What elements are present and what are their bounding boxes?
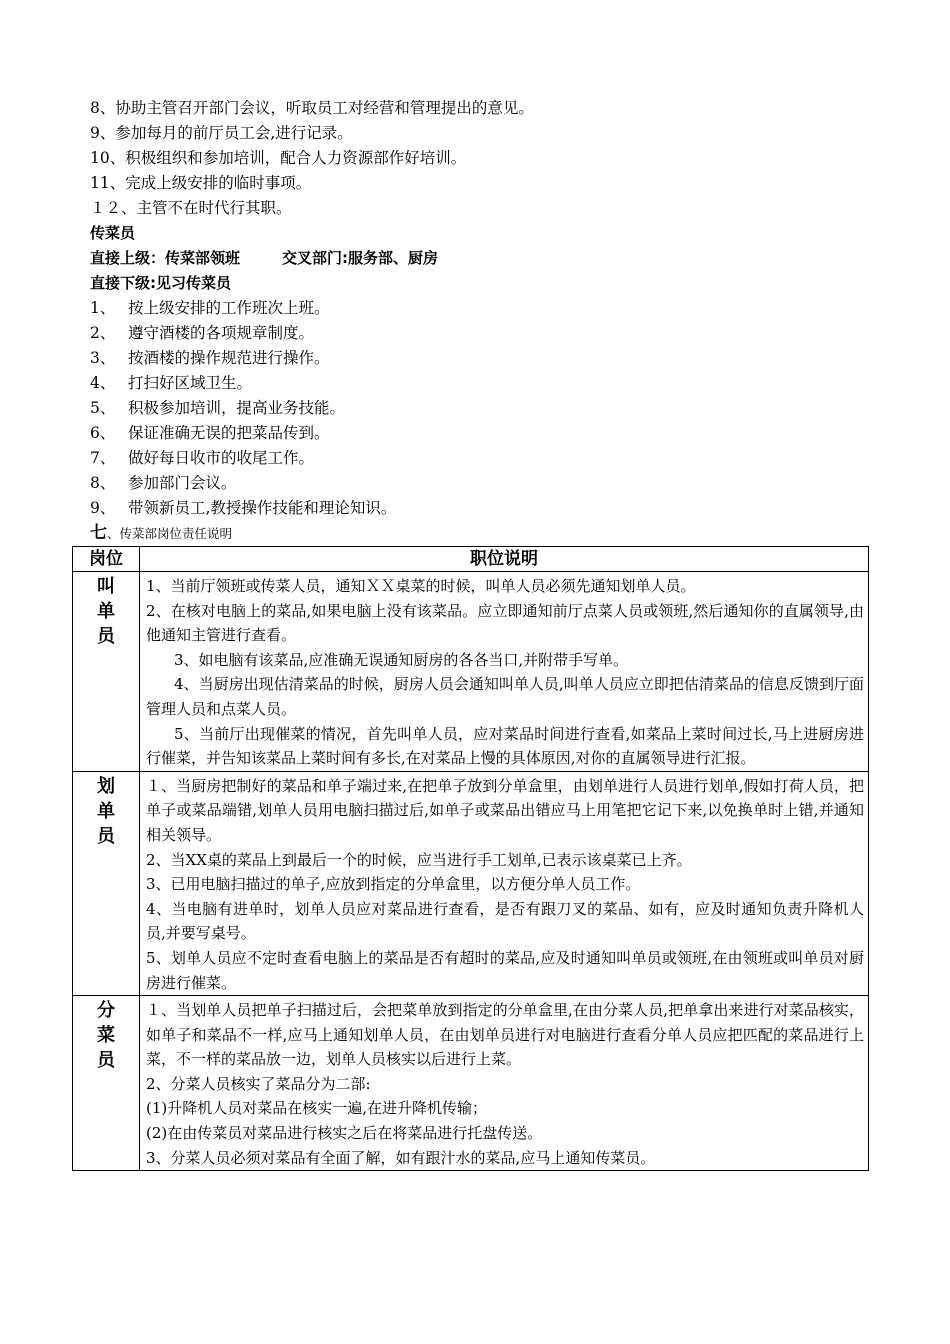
- role-char: 员: [97, 825, 115, 847]
- table-row: [73, 572, 869, 772]
- duty-item: [90, 446, 870, 471]
- section-7-number: 七: [90, 523, 107, 543]
- description-cell: [140, 771, 869, 995]
- duty-number: 7、: [90, 449, 116, 467]
- role-char: 分: [97, 1000, 115, 1022]
- duty-paragraph: (1)升降机人员对菜品在核实一遍,在进升降机传输；: [146, 1099, 488, 1118]
- header-role: 岗位: [73, 547, 140, 572]
- duty-number: 1、: [90, 299, 116, 317]
- role-char: 菜: [97, 1025, 115, 1047]
- duty-text: 按上级安排的工作班次上班。: [128, 299, 330, 317]
- list-item: 8、协助主管召开部门会议，听取员工对经营和管理提出的意见。: [90, 99, 534, 117]
- list-item: １２、主管不在时代行其职。: [90, 199, 292, 217]
- document-body: [90, 96, 870, 544]
- duty-number: 3、: [90, 349, 116, 367]
- table-row: [73, 996, 869, 1171]
- duty-text: 遵守酒楼的各项规章制度。: [128, 324, 315, 342]
- duty-paragraph: １、当厨房把制好的菜品和单子端过来,在把单子放到分单盒里，由划单进行人员进行划单,假如打荷人员，把单子或菜品端错,划单人员用电脑扫描过后,如单子或菜品出错应马上用笔把它记下来,以免换单时上错,并通知相关领导。: [146, 776, 864, 844]
- role-char: 叫: [97, 576, 115, 597]
- duty-paragraph: 3、如电脑有该菜品,应准确无误通知厨房的各各当口,并附带手写单。: [174, 650, 629, 669]
- duty-number: 4、: [90, 374, 116, 392]
- duty-paragraph: 1、当前厅领班或传菜人员，通知ＸＸ桌菜的时候，叫单人员必须先通知划单人员。: [146, 577, 696, 595]
- duty-paragraph: 3、已用电脑扫描过的单子,应放到指定的分单盒里，以方便分单人员工作。: [146, 875, 641, 894]
- list-item: 10、积极组织和参加培训，配合人力资源部作好培训。: [90, 149, 467, 167]
- duty-paragraph: 4、当厨房出现估清菜品的时候，厨房人员会通知叫单人员,叫单人员应立即把估清菜品的信息反馈到厅面管理人员和点菜人员。: [146, 675, 864, 718]
- duty-number: 5、: [90, 399, 116, 417]
- duty-text: 做好每日收市的收尾工作。: [128, 449, 315, 467]
- duty-paragraph: 3、分菜人员必须对菜品有全面了解，如有跟汁水的菜品,应马上通知传菜员。: [146, 1148, 656, 1167]
- duty-table: [72, 546, 869, 1171]
- duty-item: [90, 471, 870, 496]
- role-cell: [73, 771, 140, 995]
- duty-paragraph: 5、划单人员应不定时查看电脑上的菜品是否有超时的菜品,应及时通知叫单员或领班,在由领班或叫单员对厨房进行催菜。: [146, 948, 864, 992]
- duty-item: [90, 346, 870, 371]
- duty-number: 2、: [90, 324, 116, 342]
- duty-text: 参加部门会议。: [128, 474, 237, 492]
- duty-item: [90, 321, 870, 346]
- duty-paragraph: 2、当XX桌的菜品上到最后一个的时候，应当进行手工划单,已表示该桌菜已上齐。: [146, 850, 692, 869]
- duty-item: [90, 296, 870, 321]
- section-7-heading: [90, 523, 870, 544]
- role-char: 员: [97, 1050, 115, 1072]
- duty-number: 8、: [90, 474, 116, 492]
- duty-item: [90, 421, 870, 446]
- duty-text: 积极参加培训，提高业务技能。: [128, 399, 346, 417]
- duty-paragraph: 5、当前厅出现催菜的情况，首先叫单人员，应对菜品时间进行查看,如菜品上菜时间过长,马上进厨房进行催菜，并告知该菜品上菜时间有多长,在对菜品上慢的具体原因,对你的直属领导进行汇报。: [146, 724, 864, 768]
- role-char: 划: [97, 775, 115, 797]
- duty-paragraph: 2、在核对电脑上的菜品,如果电脑上没有该菜品。应立即通知前厅点菜人员或领班,然后通知你的直属领导,由他通知主管进行查看。: [146, 601, 864, 645]
- table-row: [73, 771, 869, 995]
- list-item: 11、完成上级安排的临时事项。: [90, 174, 312, 192]
- subordinate-line: 直接下级:见习传菜员: [90, 274, 231, 292]
- role-cell: [73, 572, 140, 772]
- duty-paragraph: １、当划单人员把单子扫描过后，会把菜单放到指定的分单盒里,在由分菜人员,把单拿出来进行对菜品核实，如单子和菜品不一样,应马上通知划单人员，在由划单员进行对电脑进行查看分单人员应把匹配的菜品进行上菜，不一样的菜品放一边，划单人员核实以后进行上菜。: [146, 1001, 864, 1069]
- role-char: 员: [97, 626, 115, 647]
- duty-text: 打扫好区域卫生。: [128, 374, 253, 392]
- description-cell: [140, 996, 869, 1171]
- duty-text: 带领新员工,教授操作技能和理论知识。: [128, 499, 397, 517]
- duty-item: [90, 496, 870, 521]
- header-description: 职位说明: [140, 547, 869, 572]
- list-item: 9、参加每月的前厅员工会,进行记录。: [90, 124, 353, 142]
- table-header-row: [73, 547, 869, 572]
- role-char: 单: [97, 800, 115, 822]
- role-cell: [73, 996, 140, 1171]
- duty-number: 9、: [90, 499, 116, 517]
- cross-dept-label: 交叉部门:服务部、厨房: [282, 249, 439, 267]
- duty-text: 按酒楼的操作规范进行操作。: [128, 349, 330, 367]
- duty-paragraph: 2、分菜人员核实了菜品分为二部:: [146, 1074, 371, 1093]
- superior-label: 直接上级：传菜部领班: [90, 249, 241, 267]
- duty-paragraph: (2)在由传菜员对菜品进行核实之后在将菜品进行托盘传送。: [146, 1124, 543, 1143]
- duty-text: 保证准确无误的把菜品传到。: [128, 424, 330, 442]
- duty-item: [90, 371, 870, 396]
- section-title: 传菜员: [90, 224, 136, 242]
- duty-item: [90, 396, 870, 421]
- superior-line: [90, 246, 870, 271]
- duty-number: 6、: [90, 424, 116, 442]
- role-char: 单: [97, 601, 115, 622]
- description-cell: [140, 572, 869, 772]
- duty-paragraph: 4、当电脑有进单时，划单人员应对菜品进行查看，是否有跟刀叉的菜品、如有，应及时通知负责升降机人员,并要写桌号。: [146, 899, 864, 943]
- section-7-title: 、传菜部岗位责任说明: [107, 526, 233, 541]
